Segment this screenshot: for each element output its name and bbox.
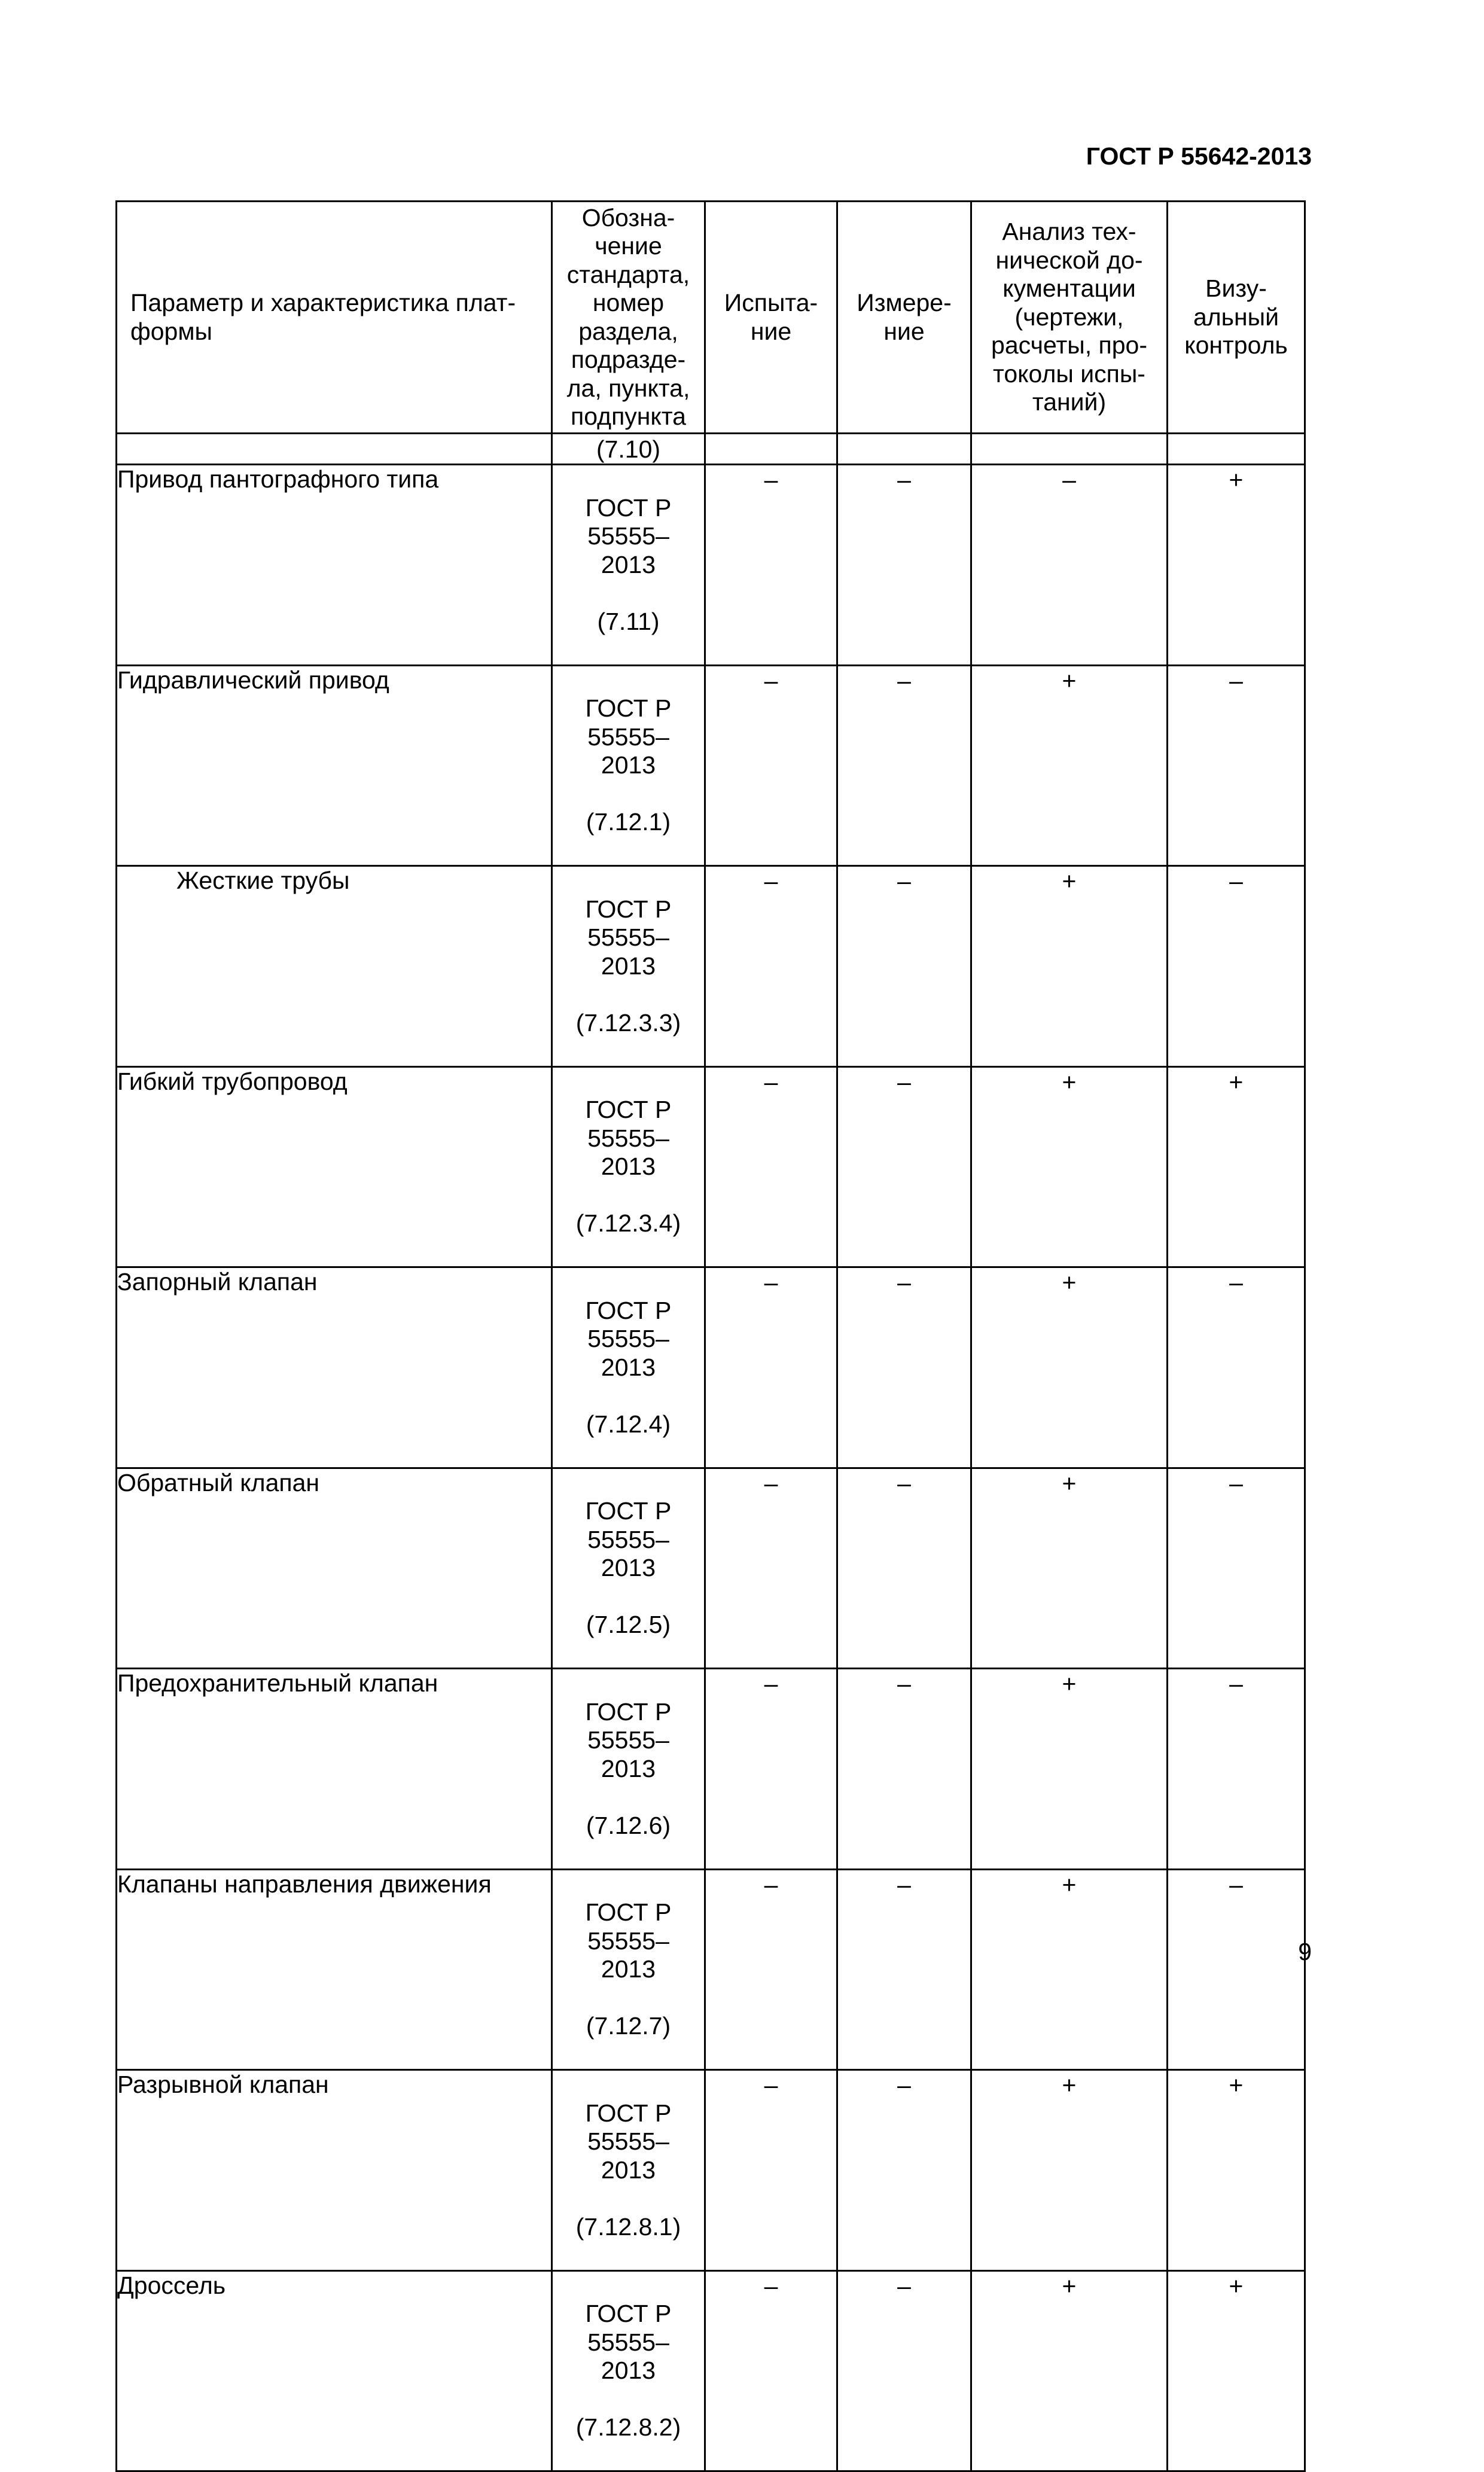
cell-parameter: Дроссель bbox=[117, 2270, 552, 2471]
cell-parameter: Гидравлический привод bbox=[117, 665, 552, 866]
cell-measurement: – bbox=[837, 665, 971, 866]
cell-designation bbox=[552, 1669, 705, 1870]
cell-test: – bbox=[705, 1066, 837, 1267]
table-row bbox=[117, 1267, 1305, 1468]
cell-documentation-review: + bbox=[971, 1869, 1168, 2070]
cell-measurement: – bbox=[837, 1066, 971, 1267]
cell-empty bbox=[971, 434, 1168, 465]
cell-documentation-review: + bbox=[971, 1267, 1168, 1468]
cell-visual-inspection: – bbox=[1168, 1267, 1305, 1468]
standard-reference: ГОСТ Р 55555– 2013 bbox=[585, 1697, 672, 1782]
cell-empty bbox=[837, 434, 971, 465]
cell-visual-inspection: + bbox=[1168, 1066, 1305, 1267]
cell-designation bbox=[552, 2270, 705, 2471]
header-parameter: Параметр и характеристика плат- формы bbox=[117, 202, 552, 434]
clause-reference: (7.12.3.4) bbox=[575, 1209, 681, 1237]
cell-parameter: Запорный клапан bbox=[117, 1267, 552, 1468]
standard-reference: ГОСТ Р 55555– 2013 bbox=[585, 694, 672, 779]
clause-reference: (7.12.5) bbox=[586, 1611, 671, 1638]
cell-documentation-review: + bbox=[971, 1468, 1168, 1669]
cell-designation bbox=[552, 866, 705, 1067]
cell-test: – bbox=[705, 866, 837, 1067]
standard-reference: ГОСТ Р 55555– 2013 bbox=[585, 1096, 672, 1180]
standard-reference: ГОСТ Р 55555– 2013 bbox=[585, 2099, 672, 2184]
table-row bbox=[117, 866, 1305, 1067]
clause-reference: (7.12.7) bbox=[586, 2012, 671, 2040]
cell-measurement: – bbox=[837, 2270, 971, 2471]
clause-reference: (7.11) bbox=[597, 607, 660, 635]
table-row bbox=[117, 1869, 1305, 2070]
cell-documentation-review: + bbox=[971, 866, 1168, 1067]
page-header-standard-id: ГОСТ Р 55642-2013 bbox=[1086, 142, 1312, 170]
standard-reference: ГОСТ Р 55555– 2013 bbox=[585, 493, 672, 578]
cell-test: – bbox=[705, 1267, 837, 1468]
cell-empty bbox=[1168, 434, 1305, 465]
cell-measurement: – bbox=[837, 2070, 971, 2271]
cell-measurement: – bbox=[837, 1669, 971, 1870]
header-test: Испыта- ние bbox=[705, 202, 837, 434]
standard-reference: ГОСТ Р 55555– 2013 bbox=[585, 895, 672, 980]
cell-test: – bbox=[705, 1468, 837, 1669]
standard-reference: ГОСТ Р 55555– 2013 bbox=[585, 1497, 672, 1581]
cell-documentation-review: + bbox=[971, 665, 1168, 866]
cell-test: – bbox=[705, 1869, 837, 2070]
cell-parameter: Клапаны направления движения bbox=[117, 1869, 552, 2070]
table-row bbox=[117, 1066, 1305, 1267]
cell-empty bbox=[117, 434, 552, 465]
cell-documentation-review: + bbox=[971, 1669, 1168, 1870]
cell-parameter: Жесткие трубы bbox=[117, 866, 552, 1067]
header-measurement: Измере- ние bbox=[837, 202, 971, 434]
cell-test: – bbox=[705, 2270, 837, 2471]
cell-parameter: Гибкий трубопровод bbox=[117, 1066, 552, 1267]
cell-parameter: Привод пантографного типа bbox=[117, 465, 552, 666]
cell-empty bbox=[705, 434, 837, 465]
cell-measurement: – bbox=[837, 866, 971, 1067]
cell-visual-inspection: – bbox=[1168, 665, 1305, 866]
clause-reference: (7.12.3.3) bbox=[575, 1008, 681, 1037]
table-header-row bbox=[117, 202, 1305, 434]
header-designation: Обозна- чение стандарта, номер раздела, подразде- ла, пункта, подпункта bbox=[552, 202, 705, 434]
table-row bbox=[117, 465, 1305, 666]
cell-designation: (7.10) bbox=[552, 434, 705, 465]
cell-measurement: – bbox=[837, 1869, 971, 2070]
cell-designation bbox=[552, 1468, 705, 1669]
cell-visual-inspection: – bbox=[1168, 866, 1305, 1067]
table-row-continuation bbox=[117, 434, 1305, 465]
cell-designation bbox=[552, 665, 705, 866]
cell-measurement: – bbox=[837, 1267, 971, 1468]
standard-reference: ГОСТ Р 55555– 2013 bbox=[585, 2300, 672, 2384]
cell-parameter: Обратный клапан bbox=[117, 1468, 552, 1669]
cell-documentation-review: + bbox=[971, 1066, 1168, 1267]
cell-visual-inspection: + bbox=[1168, 2070, 1305, 2271]
table-row bbox=[117, 2270, 1305, 2471]
clause-reference: (7.12.6) bbox=[586, 1811, 671, 1839]
cell-test: – bbox=[705, 465, 837, 666]
page-number: 9 bbox=[1298, 1938, 1312, 1965]
cell-documentation-review: + bbox=[971, 2270, 1168, 2471]
cell-documentation-review: + bbox=[971, 2070, 1168, 2271]
cell-visual-inspection: – bbox=[1168, 1869, 1305, 2070]
clause-reference: (7.12.8.2) bbox=[575, 2413, 681, 2441]
cell-test: – bbox=[705, 1669, 837, 1870]
cell-designation bbox=[552, 2070, 705, 2271]
clause-reference: (7.12.8.1) bbox=[575, 2212, 681, 2241]
table-row bbox=[117, 1669, 1305, 1870]
clause-reference: (7.12.1) bbox=[586, 808, 671, 836]
table-row bbox=[117, 2070, 1305, 2271]
cell-test: – bbox=[705, 2070, 837, 2271]
cell-parameter: Разрывной клапан bbox=[117, 2070, 552, 2271]
cell-test: – bbox=[705, 665, 837, 866]
standard-reference: ГОСТ Р 55555– 2013 bbox=[585, 1296, 672, 1381]
table-row bbox=[117, 1468, 1305, 1669]
cell-designation bbox=[552, 1066, 705, 1267]
cell-parameter: Предохранительный клапан bbox=[117, 1669, 552, 1870]
cell-designation bbox=[552, 465, 705, 666]
cell-designation bbox=[552, 1267, 705, 1468]
cell-measurement: – bbox=[837, 465, 971, 666]
header-documentation-review: Анализ тех- нической до- кументации (чертежи, расчеты, про- токолы испы- таний) bbox=[971, 202, 1168, 434]
cell-visual-inspection: – bbox=[1168, 1468, 1305, 1669]
header-visual-inspection: Визу- альный контроль bbox=[1168, 202, 1305, 434]
cell-visual-inspection: + bbox=[1168, 465, 1305, 666]
standard-reference: ГОСТ Р 55555– 2013 bbox=[585, 1898, 672, 1983]
cell-documentation-review: – bbox=[971, 465, 1168, 666]
cell-designation bbox=[552, 1869, 705, 2070]
cell-visual-inspection: – bbox=[1168, 1669, 1305, 1870]
table-row bbox=[117, 665, 1305, 866]
requirements-table bbox=[115, 200, 1306, 2472]
clause-reference: (7.12.4) bbox=[586, 1410, 671, 1438]
cell-measurement: – bbox=[837, 1468, 971, 1669]
cell-visual-inspection: + bbox=[1168, 2270, 1305, 2471]
